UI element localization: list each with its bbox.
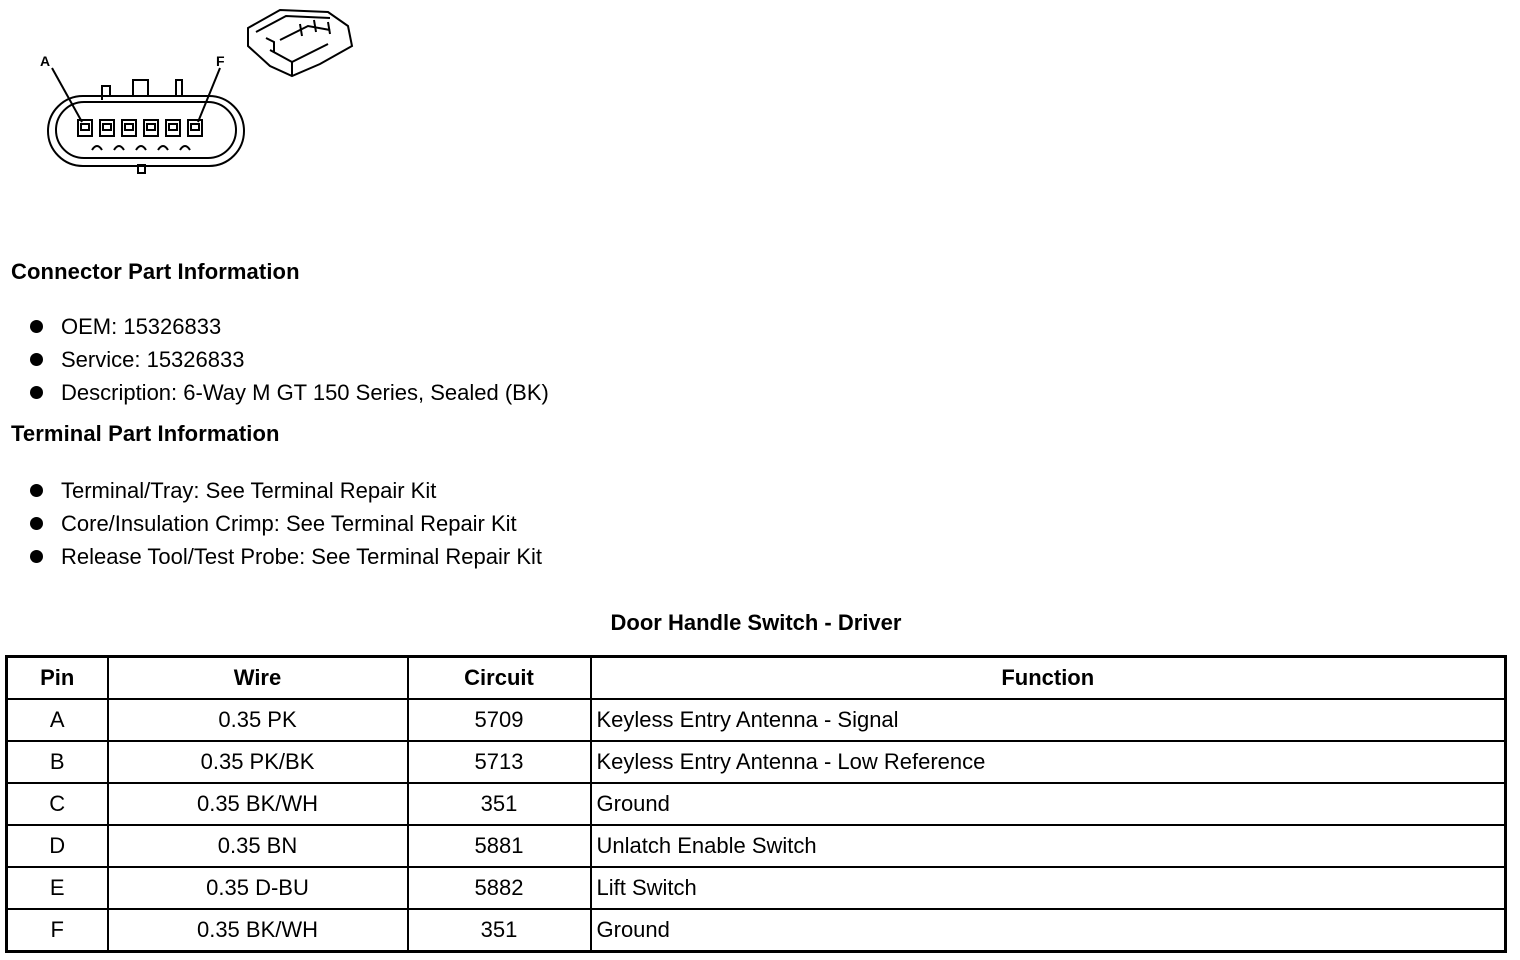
circuit-cell: 5713 bbox=[408, 741, 591, 783]
table-title: Door Handle Switch - Driver bbox=[610, 610, 902, 635]
wire-cell: 0.35 PK/BK bbox=[108, 741, 408, 783]
function-cell: Keyless Entry Antenna - Signal bbox=[591, 699, 1506, 741]
column-header-circuit: Circuit bbox=[408, 657, 591, 700]
wire-cell: 0.35 BK/WH bbox=[108, 909, 408, 952]
circuit-cell: 5709 bbox=[408, 699, 591, 741]
list-item: Core/Insulation Crimp: See Terminal Repair Kit bbox=[0, 507, 542, 540]
function-cell: Ground bbox=[591, 783, 1506, 825]
pin-cell: E bbox=[7, 867, 108, 909]
pin-cell: C bbox=[7, 783, 108, 825]
table-row bbox=[7, 909, 1506, 952]
pin-cell: B bbox=[7, 741, 108, 783]
column-header-wire: Wire bbox=[108, 657, 408, 700]
list-item: Terminal/Tray: See Terminal Repair Kit bbox=[0, 474, 542, 507]
pin-cell: F bbox=[7, 909, 108, 952]
function-cell: Keyless Entry Antenna - Low Reference bbox=[591, 741, 1506, 783]
pin-cell: D bbox=[7, 825, 108, 867]
connector-diagram bbox=[30, 0, 370, 180]
circuit-cell: 5882 bbox=[408, 867, 591, 909]
table-row bbox=[7, 825, 1506, 867]
wire-cell: 0.35 BN bbox=[108, 825, 408, 867]
column-header-pin: Pin bbox=[7, 657, 108, 700]
function-cell: Ground bbox=[591, 909, 1506, 952]
list-item: Service: 15326833 bbox=[0, 343, 549, 376]
pinout-table bbox=[5, 655, 1507, 953]
list-item: Release Tool/Test Probe: See Terminal Repair Kit bbox=[0, 540, 542, 573]
table-row bbox=[7, 741, 1506, 783]
circuit-cell: 351 bbox=[408, 783, 591, 825]
column-header-function: Function bbox=[591, 657, 1506, 700]
table-row bbox=[7, 783, 1506, 825]
list-item: Description: 6-Way M GT 150 Series, Sealed (BK) bbox=[0, 376, 549, 409]
table-header-row bbox=[7, 657, 1506, 700]
terminal-info-list bbox=[0, 474, 542, 573]
pin-cell: A bbox=[7, 699, 108, 741]
table-row bbox=[7, 867, 1506, 909]
function-cell: Unlatch Enable Switch bbox=[591, 825, 1506, 867]
function-cell: Lift Switch bbox=[591, 867, 1506, 909]
pin-a-label: A bbox=[40, 53, 51, 69]
connector-info-list bbox=[0, 310, 549, 409]
wire-cell: 0.35 PK bbox=[108, 699, 408, 741]
wire-cell: 0.35 D-BU bbox=[108, 867, 408, 909]
terminal-info-heading: Terminal Part Information bbox=[11, 421, 280, 446]
list-item: OEM: 15326833 bbox=[0, 310, 549, 343]
pin-f-label: F bbox=[216, 53, 225, 69]
circuit-cell: 351 bbox=[408, 909, 591, 952]
table-row bbox=[7, 699, 1506, 741]
circuit-cell: 5881 bbox=[408, 825, 591, 867]
wire-cell: 0.35 BK/WH bbox=[108, 783, 408, 825]
connector-info-heading: Connector Part Information bbox=[11, 259, 300, 284]
